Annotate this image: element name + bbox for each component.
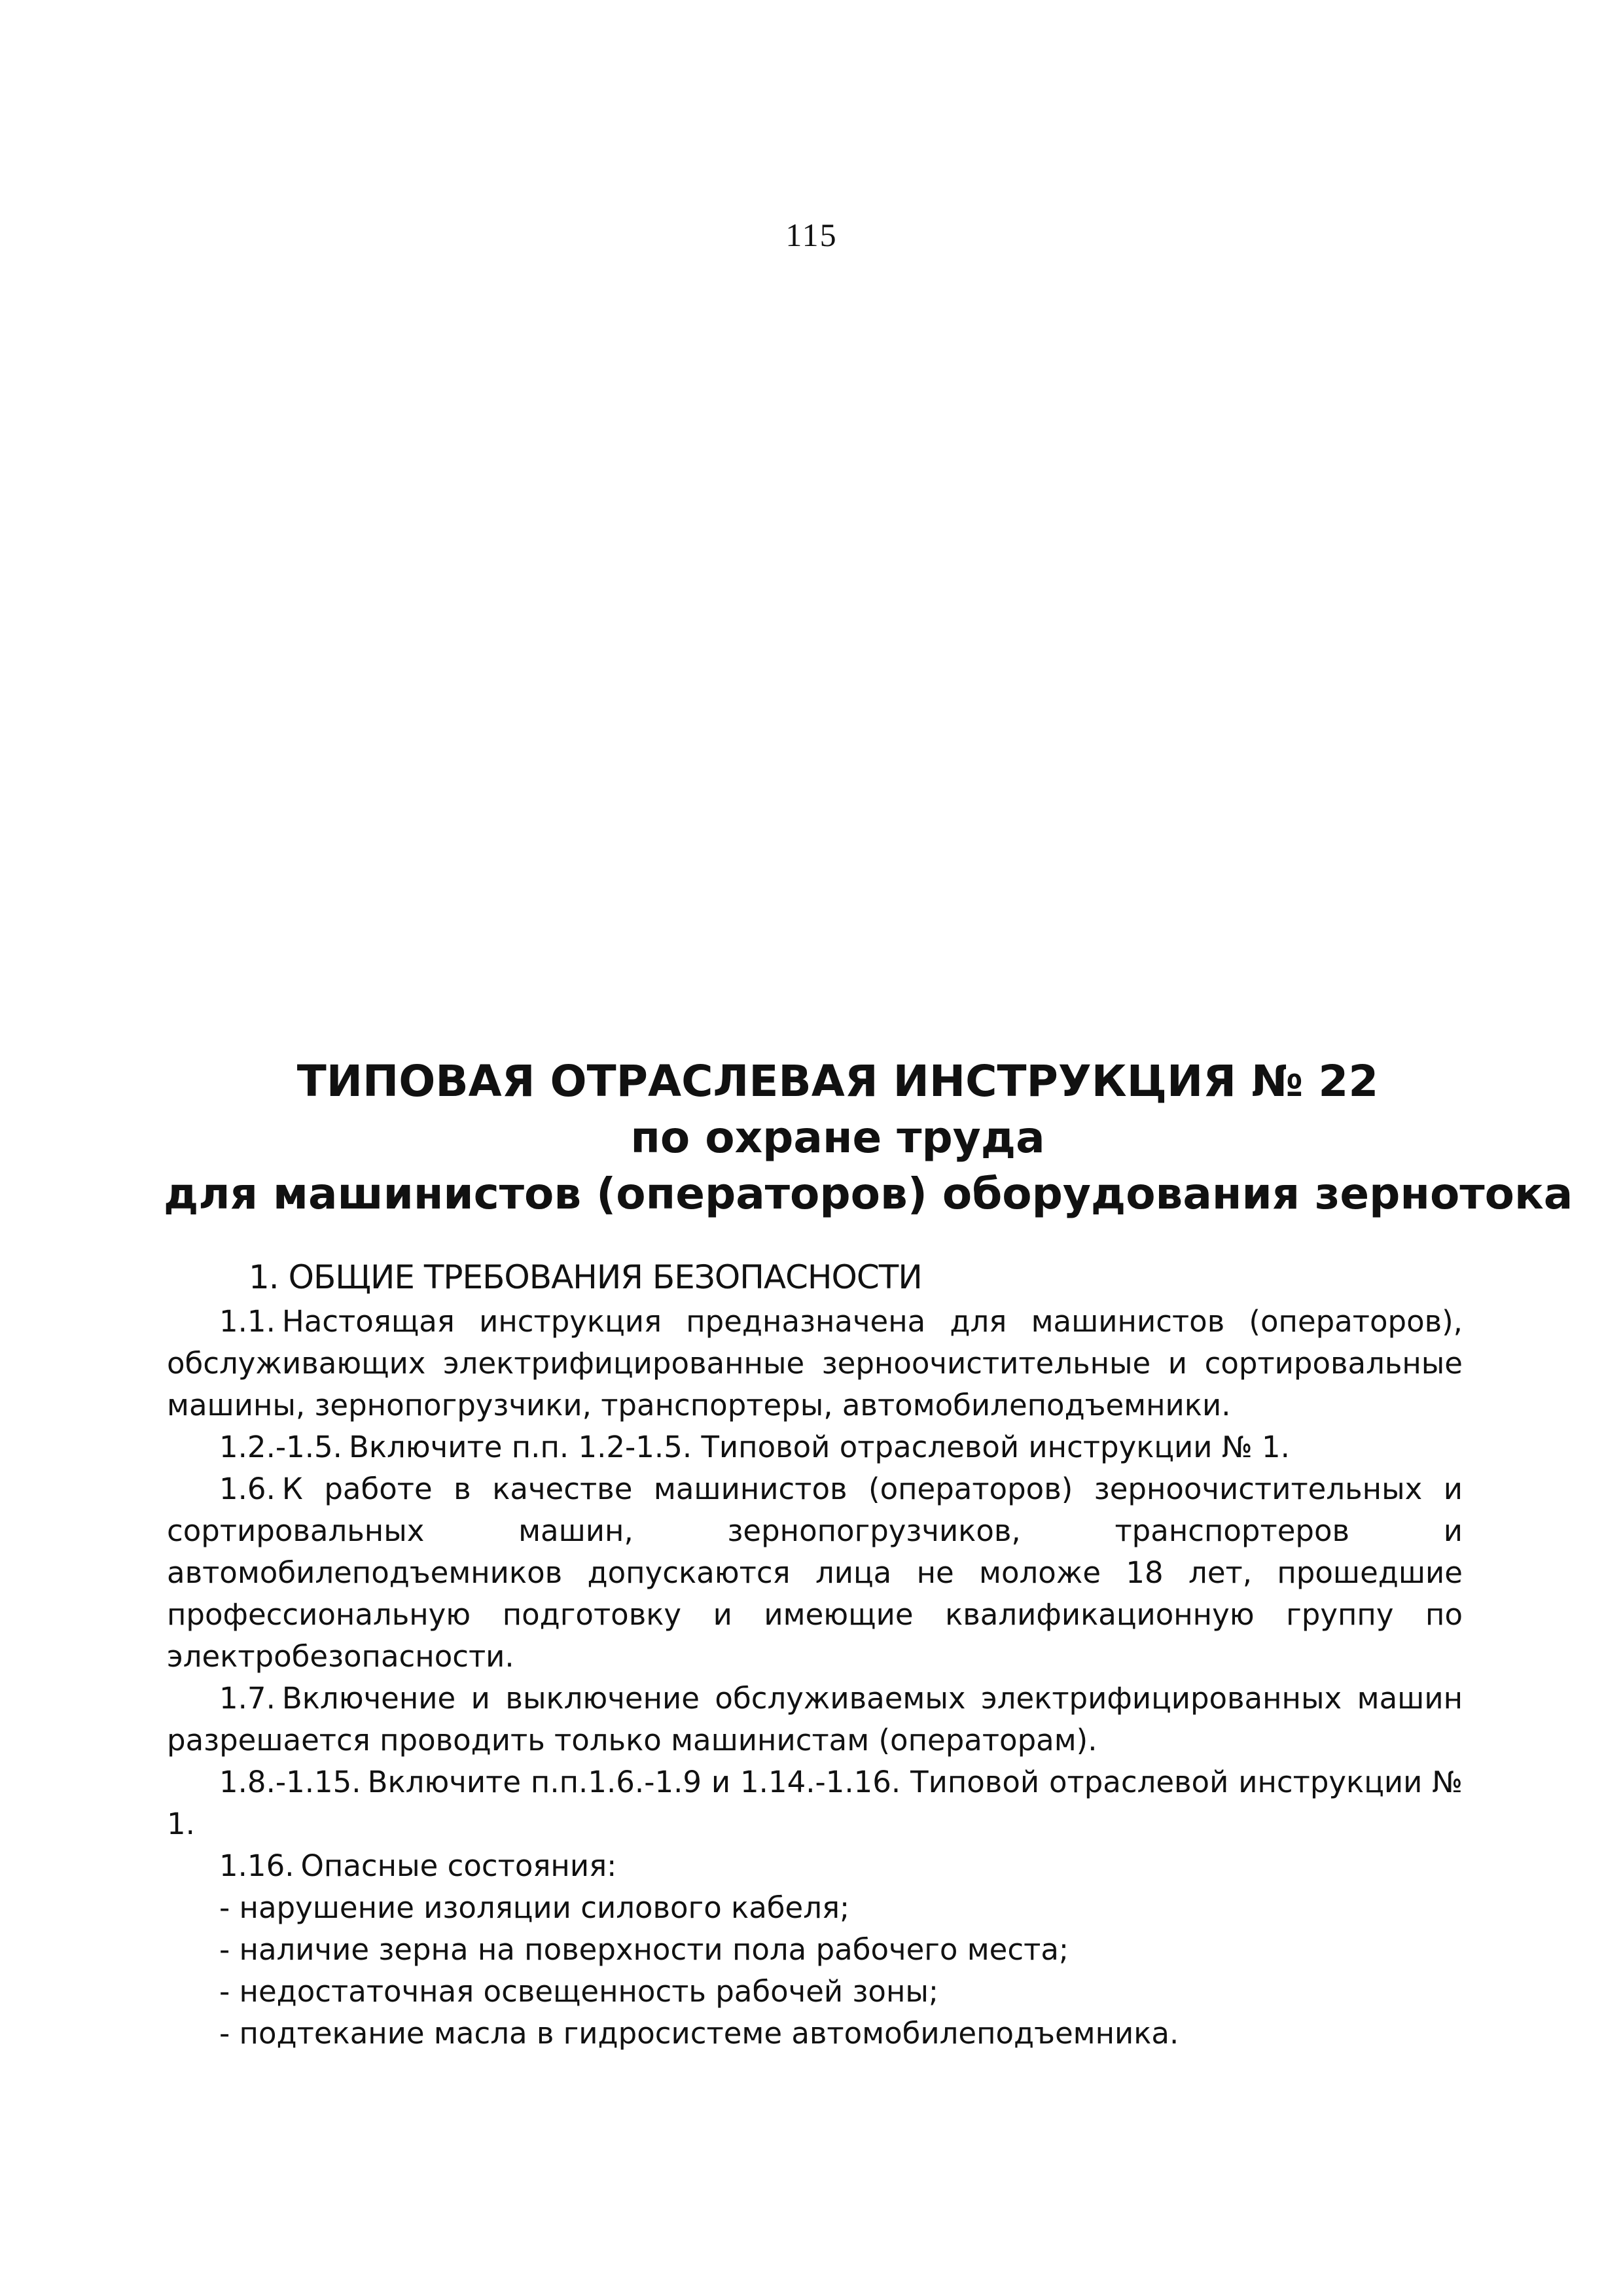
paragraph-text: К работе в качестве машинистов (операторов) зерноочистительных и сортировальных машин, зернопогрузчиков, транспортеров и автомобилеподъемников допускаются лица не моложе 18 лет, прошедшие профессиональную подготовку и имеющие квалификационную группу по электробезопасности. — [167, 1472, 1463, 1674]
paragraph-text: Включение и выключение обслуживаемых электрифицированных машин разрешается проводить только машинистам (операторам). — [167, 1681, 1463, 1757]
paragraph-1-7 — [167, 1678, 1463, 1761]
paragraph-number: 1.16. — [219, 1848, 294, 1883]
document-body — [167, 1256, 1463, 2055]
hazard-list-item: - недостаточная освещенность рабочей зоны; — [219, 1971, 1463, 2013]
paragraph-number: 1.6. — [219, 1472, 276, 1506]
title-line-1: ТИПОВАЯ ОТРАСЛЕВАЯ ИНСТРУКЦИЯ № 22 — [296, 1056, 1379, 1106]
paragraph-1-6 — [167, 1468, 1463, 1678]
hazard-list-item: - наличие зерна на поверхности пола рабочего места; — [219, 1929, 1463, 1971]
paragraph-1-8-1-15 — [167, 1761, 1463, 1845]
page-number: 115 — [785, 217, 838, 253]
paragraph-text: Включите п.п.1.6.-1.9 и 1.14.-1.16. Типовой отраслевой инструкции № 1. — [167, 1765, 1463, 1841]
title-line-2: по охране труда — [630, 1112, 1045, 1163]
paragraph-text: Настоящая инструкция предназначена для машинистов (операторов), обслуживающих электрифицированные зерноочистительные и сортировальные машины, зернопогрузчики, транспортеры, автомобилеподъемники. — [167, 1304, 1463, 1422]
paragraph-text: Опасные состояния: — [300, 1848, 617, 1883]
paragraph-number: 1.2.-1.5. — [219, 1430, 342, 1464]
document-title — [164, 1053, 1573, 1222]
hazard-list-item: - нарушение изоляции силового кабеля; — [219, 1887, 1463, 1929]
paragraph-number: 1.7. — [219, 1681, 276, 1716]
paragraph-1-16 — [167, 1845, 1463, 1887]
paragraph-number: 1.8.-1.15. — [219, 1765, 361, 1799]
paragraph-number: 1.1. — [219, 1304, 276, 1339]
paragraph-1-1 — [167, 1301, 1463, 1426]
section-heading: 1. ОБЩИЕ ТРЕБОВАНИЯ БЕЗОПАСНОСТИ — [249, 1258, 922, 1296]
paragraph-1-2-1-5 — [167, 1426, 1463, 1468]
hazard-list — [167, 1887, 1463, 2055]
hazard-list-item: - подтекание масла в гидросистеме автомобилеподъемника. — [219, 2013, 1463, 2055]
title-line-3: для машинистов (операторов) оборудования зернотока — [164, 1169, 1573, 1219]
paragraph-text: Включите п.п. 1.2-1.5. Типовой отраслевой инструкции № 1. — [348, 1430, 1290, 1464]
